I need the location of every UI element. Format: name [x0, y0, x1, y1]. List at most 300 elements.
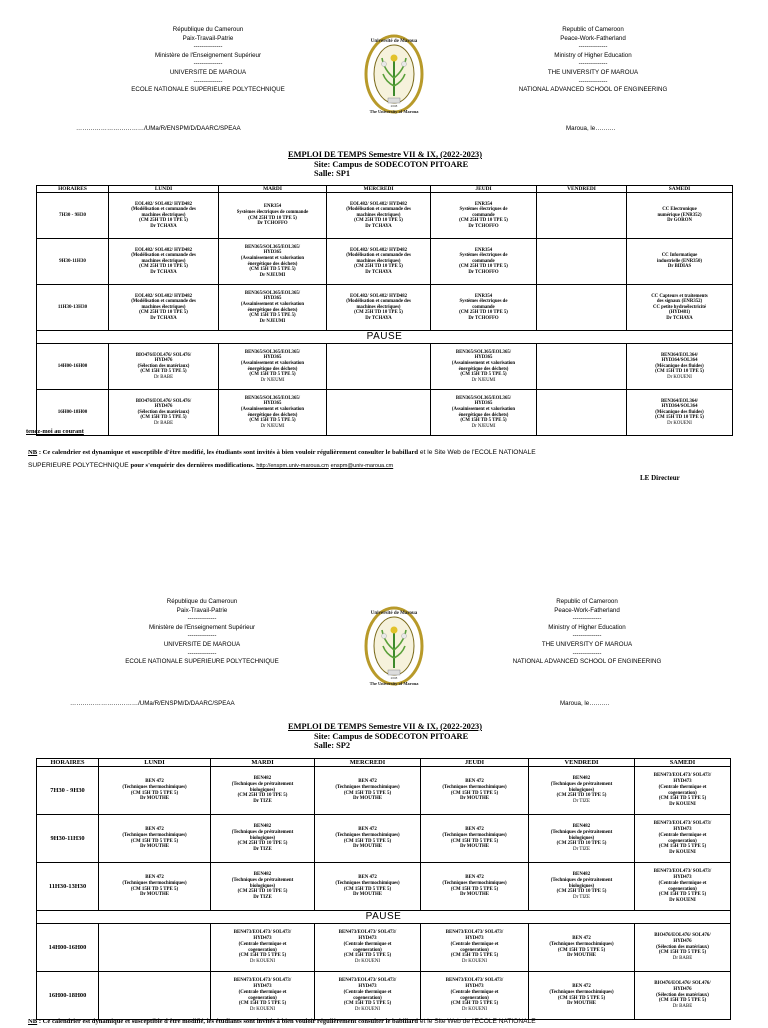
room-label: Salle: SP2 [314, 741, 351, 751]
course-line: (Assainissement et valorisation [240, 360, 305, 366]
course-line: (Techniques thermochimiques) [122, 832, 187, 838]
course-line: HYD364/SOL364 [661, 404, 698, 410]
course-line: EOL482/ SOL482/ HYD482 [349, 293, 408, 299]
course-line: Dr KOUENI [667, 374, 692, 380]
course-line: (Techniques de prétraitement [231, 781, 294, 787]
course-line: Dr MOUTHE [139, 796, 170, 802]
course-line: (HYD481) [668, 310, 691, 316]
course-line: EOL482/ SOL482/ HYD482 [134, 201, 193, 207]
course-line: (Modélisation et commande des [131, 299, 196, 305]
course-line: (CM 15H TD 5 TPE 5) [450, 790, 499, 796]
letterhead-line: THE UNIVERSITY OF MAROUA [541, 640, 633, 648]
logo-text: The University of Maroua [369, 109, 419, 114]
course-line: HYD364/SOL364 [661, 358, 698, 364]
schedule-title: EMPLOI DE TEMPS Semestre VII & IX, (2022-2023) [287, 722, 482, 731]
letterhead-line: Republic of Cameroon [556, 598, 618, 605]
course-line: (CM 15H TD 10 TPE 5) [655, 369, 704, 375]
course-line: machines électriques) [356, 258, 401, 264]
course-line: Dr MOUTHE [352, 892, 383, 898]
course-line: (CM 15H TD 5 TPE 5) [557, 995, 606, 1001]
course-line: (CM 15H TD 5 TPE 5) [130, 838, 179, 844]
course-line: (CM 15H TD 5 TPE 5) [130, 790, 179, 796]
course-cell [315, 815, 421, 863]
nb-label: NB [28, 449, 38, 456]
date-line: Maroua, le………. [560, 700, 610, 707]
column-header: VENDREDI [537, 186, 627, 193]
course-line: Dr MOUTHE [566, 953, 597, 959]
letterhead-line: République du Cameroun [172, 26, 244, 33]
letterhead-line: -------------- [578, 43, 608, 51]
course-line: HYD365 [474, 401, 493, 407]
table-row [37, 767, 731, 815]
course-line: Dr NJEUMI [260, 423, 285, 429]
course-line: (Techniques thermochimiques) [335, 784, 400, 790]
column-header: MARDI [219, 186, 327, 193]
course-line: cogeneration) [248, 995, 277, 1001]
logo-text: Université de Maroua [370, 611, 418, 616]
course-line: (Techniques de prétraitement [231, 877, 294, 883]
course-line: Systèmes électriques de [459, 207, 508, 213]
letterhead-line: Peace-Work-Fatherland [560, 34, 626, 42]
course-line: Dr TCHAYA [150, 269, 177, 275]
course-line: CC Capteurs et traitements [651, 293, 708, 299]
course-line: HYD473 [253, 984, 272, 990]
course-line: (Techniques thermochimiques) [442, 784, 507, 790]
course-line: (CM 25H TD 10 TPE 5) [237, 889, 288, 895]
site-label: Site: Campus de SODECOTON PITOARE [314, 731, 469, 741]
course-line: (CM 15H TD 5 TPE 5) [450, 953, 499, 959]
course-line: (CM 15H TD 5 TPE 5) [140, 415, 187, 421]
letterhead-line: -------------- [578, 77, 608, 85]
course-line: BEN364/EOL364/ [660, 398, 699, 404]
course-line: BEN365/SOL365/EOL365/ [455, 395, 512, 401]
course-line: Dr KOUENI [669, 801, 696, 807]
course-line: (CM 25H TD 10 TPE 5) [139, 310, 188, 316]
course-line: (CM 15H TD 5 TPE 5) [557, 947, 606, 953]
course-line: BEN473/EOL473/ SOL473/ [653, 821, 712, 827]
course-line: BEN473/EOL473/ SOL473/ [653, 869, 712, 875]
course-line: Dr TIZE [253, 895, 272, 901]
course-line: (Techniques de prétraitement [231, 829, 294, 835]
course-line: (Techniques de prétraitement [550, 781, 613, 787]
course-line: (Centrale thermique et [658, 784, 707, 790]
notice-text: et le Site Web de l'ECOLE NATIONALE [418, 1018, 536, 1025]
course-line: BEN365/SOL365/EOL365/ [244, 244, 301, 250]
course-line: BIO476/EOL476/ SOL476/ [135, 352, 192, 358]
course-line: (Techniques thermochimiques) [442, 880, 507, 886]
course-line: HYD365 [263, 355, 282, 361]
course-line: (Mécanique des fluides) [655, 409, 704, 415]
course-cell [211, 815, 315, 863]
course-line: (CM 15H TD 5 TPE 5) [658, 796, 707, 802]
course-line: (CM 15H TD 5 TPE 5) [460, 372, 507, 378]
course-line: BEN473/EOL473/ SOL473/ [338, 930, 397, 936]
course-line: (Techniques thermochimiques) [442, 832, 507, 838]
course-line: (CM 15H TD 5 TPE 5) [658, 844, 707, 850]
letterhead-line: -------------- [187, 649, 217, 657]
time-slot: 11H30-13H30 [37, 285, 109, 331]
course-line: cogeneration) [668, 886, 697, 892]
course-line: BIO476/EOL476/ SOL476/ [654, 933, 711, 939]
time-slot: 7H30 - 9H30 [37, 767, 99, 815]
timetable-sp2 [36, 758, 731, 1020]
course-line: énergétique des déchets) [247, 307, 298, 313]
course-line: Dr KOUENI [354, 958, 381, 964]
course-line: biologiques) [568, 835, 595, 841]
course-line: HYD473 [673, 827, 692, 833]
letterhead-line: République du Cameroun [166, 598, 238, 605]
course-line: (Assainissement et valorisation [240, 406, 305, 412]
course-line: (Centrale thermique et [658, 880, 707, 886]
director-signature-label: LE Directeur [640, 474, 680, 482]
site-label: Site: Campus de SODECOTON PITOARE [314, 159, 469, 169]
pause-label: PAUSE [37, 911, 731, 924]
course-line: (Centrale thermique et [343, 941, 392, 947]
course-line: CC Informatique [661, 253, 698, 259]
reference-number: ……………………………/UMa/R/ENSPM/D/DAARC/SPEAA [76, 125, 241, 132]
column-header: SAMEDI [635, 759, 731, 767]
course-line: BEN473/EOL473/ SOL473/ [338, 978, 397, 984]
course-cell [635, 863, 731, 911]
room-label: Salle: SP1 [314, 169, 351, 179]
course-line: (CM 15H TD 5 TPE 5) [343, 790, 392, 796]
course-line: HYD476 [673, 986, 692, 992]
course-line: Dr BIDIAS [667, 264, 692, 270]
course-line: (CM 15H TD 5 TPE 5) [249, 267, 296, 273]
notice-paragraph [28, 1015, 748, 1028]
course-line: BEN 472 [465, 779, 484, 785]
course-line: (Techniques thermochimiques) [335, 832, 400, 838]
course-line: HYD473 [465, 984, 484, 990]
course-line: BEN482 [572, 824, 591, 830]
course-line: commande [472, 258, 495, 264]
notice-bold-text: pour s'enquérir des dernières modifications. [130, 462, 255, 469]
letterhead-line: Ministère de l'Enseignement Supérieur [154, 51, 262, 59]
course-line: Dr TIZE [253, 847, 272, 853]
letterhead-line: Paix-Travail-Patrie [176, 606, 228, 614]
time-slot: 11H30-13H30 [37, 863, 99, 911]
column-header: MARDI [211, 759, 315, 767]
course-line: ENR354 [474, 201, 493, 207]
letterhead-line: -------------- [193, 60, 223, 68]
time-slot: 9H30-11H30 [37, 239, 109, 285]
course-line: EOL482/ SOL482/ HYD482 [134, 293, 193, 299]
course-line: BEN482 [253, 872, 272, 878]
course-line: (CM 25H TD 10 TPE 5) [459, 264, 508, 270]
course-line: (CM 15H TD 5 TPE 5) [130, 886, 179, 892]
table-row [37, 924, 731, 972]
logo-text: 2008 [390, 676, 398, 680]
course-line: énergétique des déchets) [247, 412, 298, 418]
course-line: Systèmes électriques de [459, 253, 508, 259]
course-line: Dr TCHAYA [150, 315, 177, 321]
course-line: Dr MOUTHE [459, 892, 490, 898]
course-line: cogeneration) [668, 790, 697, 796]
letterhead-line: NATIONAL ADVANCED SCHOOL OF ENGINEERING [518, 86, 668, 94]
course-line: (Centrale thermique et [238, 989, 287, 995]
course-line: énergétique des déchets) [458, 412, 509, 418]
course-cell [635, 815, 731, 863]
course-line: (CM 25H TD 10 TPE 5) [237, 793, 288, 799]
table-row [37, 972, 731, 1020]
course-line: biologiques) [249, 835, 276, 841]
course-line: (Modélisation et commande des [131, 253, 196, 259]
nb-label: NB [28, 1018, 38, 1025]
course-line: Dr TIZE [573, 847, 590, 853]
course-line: Systèmes électriques de [459, 299, 508, 305]
course-line: biologiques) [568, 787, 595, 793]
letterhead-line: UNIVERSITE DE MAROUA [163, 640, 241, 648]
course-line: commande [472, 212, 495, 218]
course-cell [635, 924, 731, 972]
course-line: CC Electronique [662, 207, 697, 213]
course-cell [99, 863, 211, 911]
course-line: Dr NJEUMI [259, 318, 286, 324]
course-line: BEN482 [572, 776, 591, 782]
course-line: HYD365 [263, 401, 282, 407]
date-line: Maroua, le………. [566, 125, 616, 132]
course-line: énergétique des déchets) [458, 366, 509, 372]
course-line: (Sélection des matériaux) [137, 409, 190, 415]
course-line: Dr KOUENI [461, 1006, 488, 1012]
letterhead-line: -------------- [578, 60, 608, 68]
course-line: CC petite hydroélectricité [653, 304, 706, 310]
letterhead-line: Paix-Travail-Patrie [182, 34, 234, 42]
course-line: (Techniques thermochimiques) [122, 880, 187, 886]
course-line: Dr TCHOFFO [468, 223, 499, 229]
course-line: BEN 472 [145, 779, 164, 785]
letterhead-line: Republic of Cameroon [562, 26, 624, 33]
letterhead-line: -------------- [193, 43, 223, 51]
university-seal-logo [364, 606, 424, 688]
letterhead-line: THE UNIVERSITY OF MAROUA [547, 68, 639, 76]
course-line: (CM 25H TD 10 TPE 5) [354, 310, 403, 316]
letterhead-line: UNIVERSITE DE MAROUA [169, 68, 247, 76]
course-line: (CM 15H TD 5 TPE 5) [658, 950, 707, 956]
course-line: cogeneration) [248, 947, 277, 953]
course-line: (CM 15H TD 5 TPE 5) [450, 1001, 499, 1007]
course-line: cogeneration) [668, 838, 697, 844]
course-line: (Centrale thermique et [658, 832, 707, 838]
timetable-header-row [37, 759, 731, 767]
course-line: Dr NJEUMI [260, 377, 285, 383]
course-line: (CM 15H TD 5 TPE 5) [460, 418, 507, 424]
letterhead-line: -------------- [187, 632, 217, 640]
course-line: HYD473 [253, 936, 272, 942]
time-slot: 9H30-11H30 [37, 815, 99, 863]
letterhead-right [462, 598, 712, 667]
course-line: (Sélection des matériaux) [656, 944, 709, 950]
column-header: MERCREDI [315, 759, 421, 767]
course-line: Dr TCHAYA [365, 269, 392, 275]
column-header: LUNDI [99, 759, 211, 767]
course-line: machines électriques) [141, 304, 186, 310]
course-line: (Sélection des matériaux) [137, 363, 190, 369]
letterhead-left [82, 598, 322, 667]
course-line: (CM 25H TD 10 TPE 5) [354, 264, 403, 270]
pause-row [37, 911, 731, 924]
course-line: BEN 472 [465, 875, 484, 881]
course-line: (CM 15H TD 5 TPE 5) [140, 369, 187, 375]
course-line: Dr BABE [153, 420, 174, 426]
course-cell [635, 767, 731, 815]
course-line: Dr TCHAYA [365, 315, 392, 321]
course-cell [99, 815, 211, 863]
course-line: (CM 15H TD 5 TPE 5) [238, 953, 287, 959]
reference-number: ……………………………/UMa/R/ENSPM/D/DAARC/SPEAA [70, 700, 235, 707]
column-header: LUNDI [109, 186, 219, 193]
course-line: énergétique des déchets) [247, 366, 298, 372]
course-line: (CM 15H TD 5 TPE 5) [450, 838, 499, 844]
course-line: (Centrale thermique et [238, 941, 287, 947]
course-line: ENR354 [263, 204, 282, 210]
logo-text: The University of Maroua [369, 681, 419, 686]
letterhead-line: -------------- [187, 615, 217, 623]
logo-text: Université de Maroua [370, 39, 418, 44]
course-line: Dr BABE [672, 956, 693, 962]
course-line: (CM 25H TD 10 TPE 5) [459, 310, 508, 316]
course-line: Dr TCHOFFO [257, 221, 288, 227]
course-line: industrielle (ENR350) [657, 258, 702, 264]
course-line: (Techniques thermochimiques) [549, 941, 614, 947]
course-line: machines électriques) [356, 212, 401, 218]
course-line: (Sélection des matériaux) [656, 992, 709, 998]
course-cell [421, 863, 529, 911]
course-line: (Centrale thermique et [450, 941, 499, 947]
letterhead-line: ECOLE NATIONALE SUPERIEURE POLYTECHNIQUE [125, 658, 279, 666]
course-line: Dr BABE [153, 374, 174, 380]
course-line: HYD365 [263, 250, 282, 256]
course-cell [529, 767, 635, 815]
course-line: (Centrale thermique et [343, 989, 392, 995]
course-line: (Techniques thermochimiques) [335, 880, 400, 886]
course-line: Dr TCHAYA [365, 223, 392, 229]
course-line: Dr TIZE [253, 799, 272, 805]
course-line: (CM 15H TD 5 TPE 5) [249, 372, 296, 378]
course-line: (CM 15H TD 5 TPE 5) [249, 418, 296, 424]
course-cell [315, 863, 421, 911]
course-line: (CM 25H TD 10 TPE 5) [556, 889, 607, 895]
keep-me-informed-note: tenez-moi au courant [26, 428, 84, 435]
table-row [37, 815, 731, 863]
course-line: BEN365/SOL365/EOL365/ [244, 395, 301, 401]
course-line: énergétique des déchets) [247, 261, 298, 267]
course-line: Dr KOUENI [249, 958, 276, 964]
course-line: Dr KOUENI [669, 849, 696, 855]
course-line: Dr TCHAYA [150, 223, 177, 229]
course-line: Dr MOUTHE [352, 844, 383, 850]
course-line: BIO476/EOL476/ SOL476/ [135, 398, 192, 404]
course-line: (CM 15H TD 5 TPE 5) [658, 998, 707, 1004]
course-cell [211, 972, 315, 1020]
course-line: (CM 25H TD 10 TPE 5) [556, 841, 607, 847]
time-slot: 16H00-18H00 [37, 390, 109, 436]
course-line: cogeneration) [460, 947, 489, 953]
course-line: ENR354 [474, 247, 493, 253]
course-line: (Techniques de prétraitement [550, 829, 613, 835]
course-line: BIO476/EOL476/ SOL476/ [654, 981, 711, 987]
course-line: Dr MOUTHE [352, 796, 383, 802]
course-line: BEN 472 [145, 827, 164, 833]
pause-label: PAUSE [37, 331, 733, 344]
course-line: BEN 472 [358, 875, 377, 881]
column-header: HORAIRES [37, 759, 99, 767]
course-line: (CM 25H TD 10 TPE 5) [237, 841, 288, 847]
course-line: BEN482 [572, 872, 591, 878]
column-header: VENDREDI [529, 759, 635, 767]
course-line: (Modélisation et commande des [346, 207, 411, 213]
course-cell [529, 863, 635, 911]
course-line: BEN365/SOL365/EOL365/ [455, 349, 512, 355]
course-line: BEN473/EOL473/ SOL473/ [653, 773, 712, 779]
course-line: commande [472, 304, 495, 310]
time-slot: 16H00-18H00 [37, 972, 99, 1020]
course-cell [211, 863, 315, 911]
course-line: Dr MOUTHE [139, 892, 170, 898]
course-line: BEN 472 [572, 936, 591, 942]
course-line: Dr NJEUMI [259, 272, 286, 278]
course-line: Dr NJEUMI [471, 423, 496, 429]
course-line: numérique (ENR352) [657, 212, 702, 218]
course-line: BEN473/EOL473/ SOL473/ [233, 978, 292, 984]
course-line: (Techniques thermochimiques) [549, 989, 614, 995]
course-line: des signaux (ENR352) [656, 299, 703, 305]
letterhead-line: ECOLE NATIONALE SUPERIEURE POLYTECHNIQUE [131, 86, 285, 94]
course-cell [421, 924, 529, 972]
course-line: machines électriques) [356, 304, 401, 310]
course-line: Dr NJEUMI [471, 377, 496, 383]
course-line: Dr TIZE [573, 895, 590, 901]
course-line: (Modélisation et commande des [346, 299, 411, 305]
course-cell [99, 972, 211, 1020]
course-cell [99, 767, 211, 815]
column-header: SAMEDI [627, 186, 733, 193]
course-line: (Assainissement et valorisation [451, 360, 516, 366]
course-line: Dr MOUTHE [459, 844, 490, 850]
course-line: HYD473 [465, 936, 484, 942]
course-line: ENR354 [474, 293, 493, 299]
course-line: (Assainissement et valorisation [240, 301, 305, 307]
course-line: BEN 472 [572, 984, 591, 990]
course-line: Dr KOUENI [249, 1006, 276, 1012]
website-link[interactable]: http://enspm.univ-maroua.cm [256, 463, 329, 469]
email-link[interactable]: enspm@univ-maroua.cm [330, 463, 394, 469]
course-line: BEN473/EOL473/ SOL473/ [445, 930, 504, 936]
course-line: Dr KOUENI [354, 1006, 381, 1012]
course-line: (CM 25H TD 10 TPE 5) [248, 215, 297, 221]
course-line: BEN482 [253, 824, 272, 830]
notice-bold-text: : Ce calendrier est dynamique et susceptible d'être modifié, les étudiants sont invités à bien vouloir régulièrement consulter le babillard [37, 1018, 419, 1025]
course-line: BEN473/EOL473/ SOL473/ [445, 978, 504, 984]
course-line: BEN 472 [358, 827, 377, 833]
course-line: cogeneration) [353, 947, 382, 953]
course-line: BEN 472 [358, 779, 377, 785]
course-line: (CM 15H TD 5 TPE 5) [343, 886, 392, 892]
course-line: Dr TCHOFFO [468, 315, 499, 321]
course-line: Systèmes électriques de commande [236, 209, 309, 215]
course-cell [421, 767, 529, 815]
column-header: JEUDI [421, 759, 529, 767]
course-line: BEN365/SOL365/EOL365/ [244, 290, 301, 296]
course-line: EOL482/ SOL482/ HYD482 [349, 201, 408, 207]
course-line: (CM 15H TD 5 TPE 5) [343, 1001, 392, 1007]
notice-text: SUPERIEURE POLYTECHNIQUE [28, 462, 131, 469]
course-line: HYD476 [154, 358, 173, 364]
column-header: HORAIRES [37, 186, 109, 193]
course-line: HYD365 [263, 296, 282, 302]
course-line: (CM 15H TD 5 TPE 5) [343, 838, 392, 844]
course-line: (Modélisation et commande des [346, 253, 411, 259]
